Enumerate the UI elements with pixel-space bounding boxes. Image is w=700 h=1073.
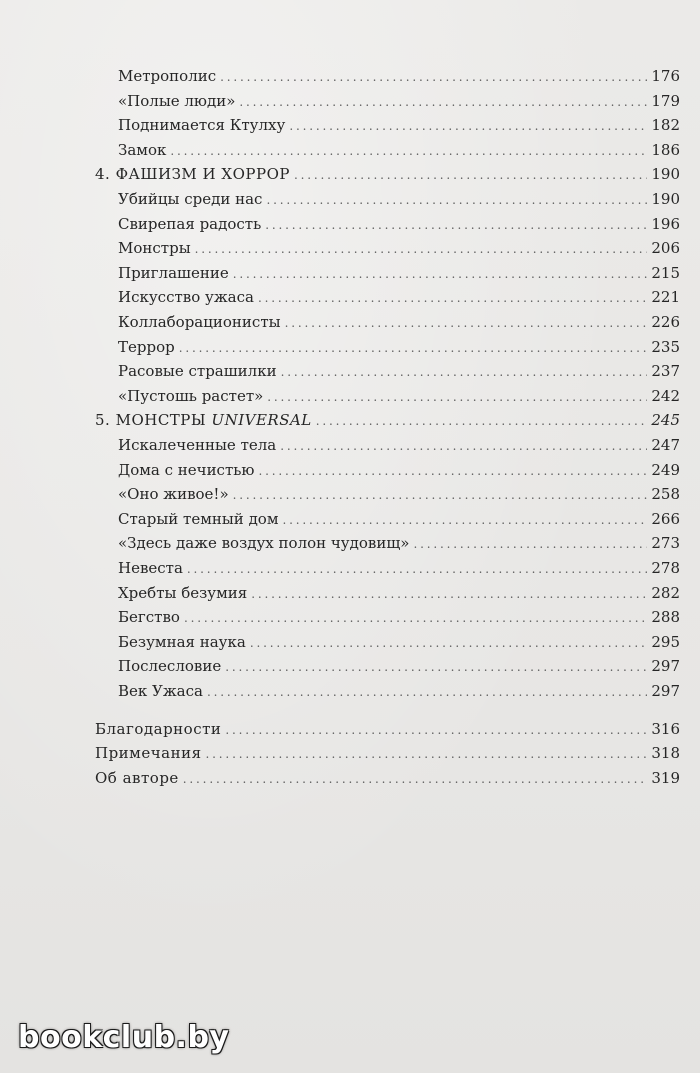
toc-entry-title <box>95 766 183 790</box>
dot-leader <box>413 532 647 556</box>
toc-entry-title-text: Благодарности <box>95 719 222 738</box>
dot-leader <box>179 336 648 360</box>
toc-entry-title <box>118 433 280 457</box>
toc-entry-title-italic: UNIVERSAL <box>211 411 312 430</box>
toc-entry <box>118 433 680 457</box>
dot-leader <box>170 139 647 163</box>
dot-leader <box>225 655 647 679</box>
dot-leader <box>289 114 647 138</box>
toc-entry-page-number: 221 <box>651 288 680 307</box>
toc-entry-title-text: Искалеченные тела <box>118 436 277 454</box>
toc-entry-title <box>95 741 206 765</box>
dot-leader <box>258 286 647 310</box>
toc-entry-page-number: 242 <box>651 386 680 405</box>
toc-entry-title <box>118 654 225 678</box>
toc-entry <box>118 384 680 408</box>
dot-leader <box>183 767 648 791</box>
dot-leader <box>294 163 647 187</box>
toc-entry-title-text: «Полые люди» <box>118 91 236 110</box>
toc-entry <box>118 310 680 334</box>
toc-entry-title <box>118 212 265 236</box>
toc-entry-title <box>118 64 220 88</box>
toc-entry-title-text: Об авторе <box>95 768 179 787</box>
dot-leader <box>225 718 647 742</box>
toc-entry-page-number: 245 <box>651 411 680 430</box>
toc-entry-title-text: Метрополис <box>118 67 217 85</box>
toc-entry <box>118 556 680 580</box>
toc-entry-page-number: 176 <box>651 67 680 85</box>
toc-entry-title <box>118 482 233 506</box>
toc-entry-page-number: 237 <box>651 362 680 381</box>
toc-entry-title <box>118 384 267 408</box>
toc-entry <box>118 482 680 506</box>
toc-entry-page-number: 266 <box>651 509 680 528</box>
toc-entry-title-text: Свирепая радость <box>118 214 262 233</box>
toc-entry-title-text: Послесловие <box>118 657 222 676</box>
toc-entry-title <box>118 89 239 113</box>
dot-leader <box>233 483 648 507</box>
toc-entry-title-text: 5. МОНСТРЫ <box>95 411 212 430</box>
toc-entry-title <box>118 605 184 629</box>
dot-leader <box>266 188 647 212</box>
toc-entry-title <box>95 162 294 186</box>
toc-chapter-entry <box>95 741 680 765</box>
toc-chapter-entry <box>95 717 680 741</box>
dot-leader <box>250 631 648 655</box>
toc-entry-title-text: Поднимается Ктулху <box>118 116 286 135</box>
toc-entry-title <box>118 285 258 309</box>
toc-entry-page-number: 196 <box>651 214 680 233</box>
toc-entry-title <box>118 531 413 555</box>
toc-entry-title-text: Примечания <box>95 744 202 763</box>
toc-entry-title <box>118 261 233 285</box>
toc-entry-page-number: 186 <box>651 140 680 159</box>
dot-leader <box>281 360 648 384</box>
dot-leader <box>285 311 648 335</box>
toc-entry <box>118 605 680 629</box>
toc-entry-title-text: Искусство ужаса <box>118 288 254 307</box>
toc-entry-title-text: Расовые страшилки <box>118 362 277 381</box>
toc-entry-page-number: 190 <box>651 190 680 208</box>
toc-entry-title-text: Век Ужаса <box>118 682 203 700</box>
toc-entry-title <box>118 556 187 580</box>
toc-entry-title <box>118 359 281 383</box>
dot-leader <box>259 459 648 483</box>
toc-entry <box>118 113 680 137</box>
dot-leader <box>184 606 647 630</box>
dot-leader <box>251 582 647 606</box>
toc-entry-page-number: 215 <box>651 263 680 282</box>
toc-chapter-entry <box>95 766 680 790</box>
toc-entry <box>118 138 680 162</box>
toc-entry-title-text: Убийцы среди нас <box>118 190 263 208</box>
toc-entry-title-text: Невеста <box>118 559 183 577</box>
toc-entry-title-text: Коллаборационисты <box>118 313 281 331</box>
toc-entry <box>118 89 680 113</box>
toc-entry-title-text: «Здесь даже воздух полон чудовищ» <box>118 534 410 553</box>
toc-entry-title <box>95 408 316 432</box>
toc-entry-title <box>118 630 250 654</box>
dot-leader <box>206 742 648 766</box>
toc-entry-title-text: 4. ФАШИЗМ И ХОРРОР <box>95 165 290 184</box>
toc-entry-page-number: 190 <box>651 165 680 184</box>
toc-entry <box>118 335 680 359</box>
dot-leader <box>187 557 647 581</box>
toc-entry-title <box>118 236 195 260</box>
toc-entry <box>118 187 680 211</box>
toc-entry-title <box>118 581 251 605</box>
toc-entry <box>118 679 680 703</box>
toc-entry <box>118 654 680 678</box>
toc-entry-title <box>118 187 266 211</box>
toc-entry <box>118 359 680 383</box>
toc-entry-title <box>118 679 207 703</box>
toc-entry <box>118 261 680 285</box>
dot-leader <box>267 385 647 409</box>
dot-leader <box>283 508 648 532</box>
toc-entry <box>118 507 680 531</box>
dot-leader <box>239 90 647 114</box>
dot-leader <box>280 434 647 458</box>
dot-leader <box>233 262 648 286</box>
toc-entry <box>118 581 680 605</box>
toc-entry-page-number: 319 <box>651 768 680 787</box>
toc-entry-page-number: 318 <box>651 744 680 763</box>
toc-chapter-entry <box>95 162 680 186</box>
watermark: bookclub.by <box>18 1020 230 1055</box>
dot-leader <box>316 409 648 433</box>
toc-entry <box>118 236 680 260</box>
toc-entry <box>118 531 680 555</box>
toc-entry-page-number: 295 <box>651 632 680 651</box>
toc-entry-title-text: «Оно живое!» <box>118 485 229 504</box>
dot-leader <box>265 213 647 237</box>
toc-entry-page-number: 273 <box>651 534 680 553</box>
toc-entry-title-text: Дома с нечистью <box>118 460 255 479</box>
toc-entry-title <box>118 335 179 359</box>
toc-entry-page-number: 282 <box>651 583 680 602</box>
toc-entry-title-text: Старый темный дом <box>118 509 279 528</box>
toc-entry <box>118 458 680 482</box>
toc-entry-page-number: 182 <box>651 116 680 135</box>
toc-entry <box>118 64 680 88</box>
toc-entry-page-number: 247 <box>651 436 680 454</box>
dot-leader <box>195 237 648 261</box>
toc-entry-title-text: Безумная наука <box>118 632 246 651</box>
toc-entry-title <box>118 507 283 531</box>
toc-entry-title-text: Бегство <box>118 608 180 627</box>
toc-entry-page-number: 179 <box>651 91 680 110</box>
toc-entry-title-text: Монстры <box>118 239 191 258</box>
toc-entry <box>118 630 680 654</box>
toc-entry-title <box>118 138 170 162</box>
toc-entry-page-number: 297 <box>651 682 680 700</box>
toc-entry-page-number: 297 <box>651 657 680 676</box>
toc-entry <box>118 285 680 309</box>
toc-entry-page-number: 235 <box>651 337 680 356</box>
toc-entry-title-text: Террор <box>118 337 175 356</box>
toc-entry-page-number: 249 <box>651 460 680 479</box>
dot-leader <box>207 680 647 704</box>
toc-entry-page-number: 206 <box>651 239 680 258</box>
toc-entry-title-text: «Пустошь растет» <box>118 386 264 405</box>
toc-entry-title <box>118 310 285 334</box>
toc-entry-page-number: 258 <box>651 485 680 504</box>
toc-entry-title <box>118 458 259 482</box>
toc-entry <box>118 212 680 236</box>
toc-entry-page-number: 288 <box>651 608 680 627</box>
toc-entry-title-text: Приглашение <box>118 263 229 282</box>
toc-entry-page-number: 316 <box>651 719 680 738</box>
dot-leader <box>220 65 647 89</box>
toc-entry-page-number: 226 <box>651 313 680 331</box>
toc-entry-title-text: Хребты безумия <box>118 583 248 602</box>
toc-entry-page-number: 278 <box>651 559 680 577</box>
toc-entry-title <box>118 113 289 137</box>
toc-entry-title <box>95 717 225 741</box>
toc-entry-title-text: Замок <box>118 140 167 159</box>
toc-chapter-entry <box>95 408 680 432</box>
